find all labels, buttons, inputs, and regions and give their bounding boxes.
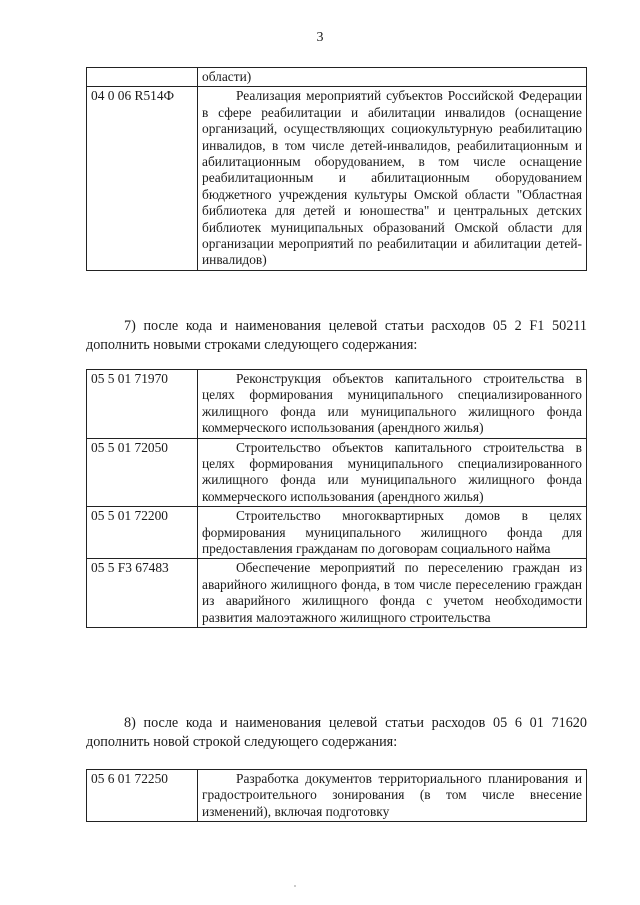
page-number: 3 xyxy=(316,30,324,45)
target-articles-table-3 xyxy=(86,769,587,822)
table-row xyxy=(87,68,587,87)
amendment-paragraph-7: 7) после кода и наименования целевой статьи расходов 05 2 F1 50211 дополнить новыми строками следующего содержания: xyxy=(86,318,587,353)
article-code: 05 6 01 72250 xyxy=(87,770,198,822)
article-code xyxy=(87,68,198,87)
article-code: 05 5 01 72200 xyxy=(87,507,198,559)
table-row xyxy=(87,438,587,507)
article-description: Строительство многоквартирных домов в целях формирования муниципального жилищного фонда для предоставления гражданам по договорам социального найма xyxy=(198,507,587,559)
article-description: Обеспечение мероприятий по переселению граждан из аварийного жилищного фонда, в том числе переселению граждан из аварийного жилищного фонда с учетом необходимости развития малоэтажного жилищного строительства xyxy=(198,559,587,628)
article-description: Строительство объектов капитального строительства в целях формирования муниципального специализированного жилищного фонда или муниципального жилищного фонда коммерческого использования (арендного жилья) xyxy=(198,438,587,507)
scan-speck xyxy=(294,885,296,887)
article-description: области) xyxy=(198,68,587,87)
table-row xyxy=(87,770,587,822)
table-row xyxy=(87,507,587,559)
article-code: 04 0 06 R514Ф xyxy=(87,87,198,270)
table-row xyxy=(87,87,587,270)
table-row xyxy=(87,370,587,439)
article-code: 05 5 F3 67483 xyxy=(87,559,198,628)
article-description: Реконструкция объектов капитального строительства в целях формирования муниципального специализированного жилищного фонда или муниципального жилищного фонда коммерческого использования (арендного жилья) xyxy=(198,370,587,439)
article-description: Реализация мероприятий субъектов Российской Федерации в сфере реабилитации и абилитации инвалидов (оснащение организаций, осуществляющих социокультурную реабилитацию инвалидов, в том числе детей-инвалидов, реабилитационным и абилитационным оборудованием, в том числе оснащение реабилитационным и абилитационным оборудованием бюджетного учреждения культуры Омской области "Областная библиотека для детей и юношества" и центральных детских библиотек муниципальных образований Омской области для организации мероприятий по реабилитации и абилитации детей-инвалидов) xyxy=(198,87,587,270)
table-row xyxy=(87,559,587,628)
amendment-paragraph-8: 8) после кода и наименования целевой статьи расходов 05 6 01 71620 дополнить новой строкой следующего содержания: xyxy=(86,715,587,750)
article-code: 05 5 01 72050 xyxy=(87,438,198,507)
article-code: 05 5 01 71970 xyxy=(87,370,198,439)
target-articles-table-1 xyxy=(86,67,587,271)
article-description: Разработка документов территориального планирования и градостроительного зонирования (в том числе внесение изменений), включая подготовку xyxy=(198,770,587,822)
target-articles-table-2 xyxy=(86,369,587,628)
